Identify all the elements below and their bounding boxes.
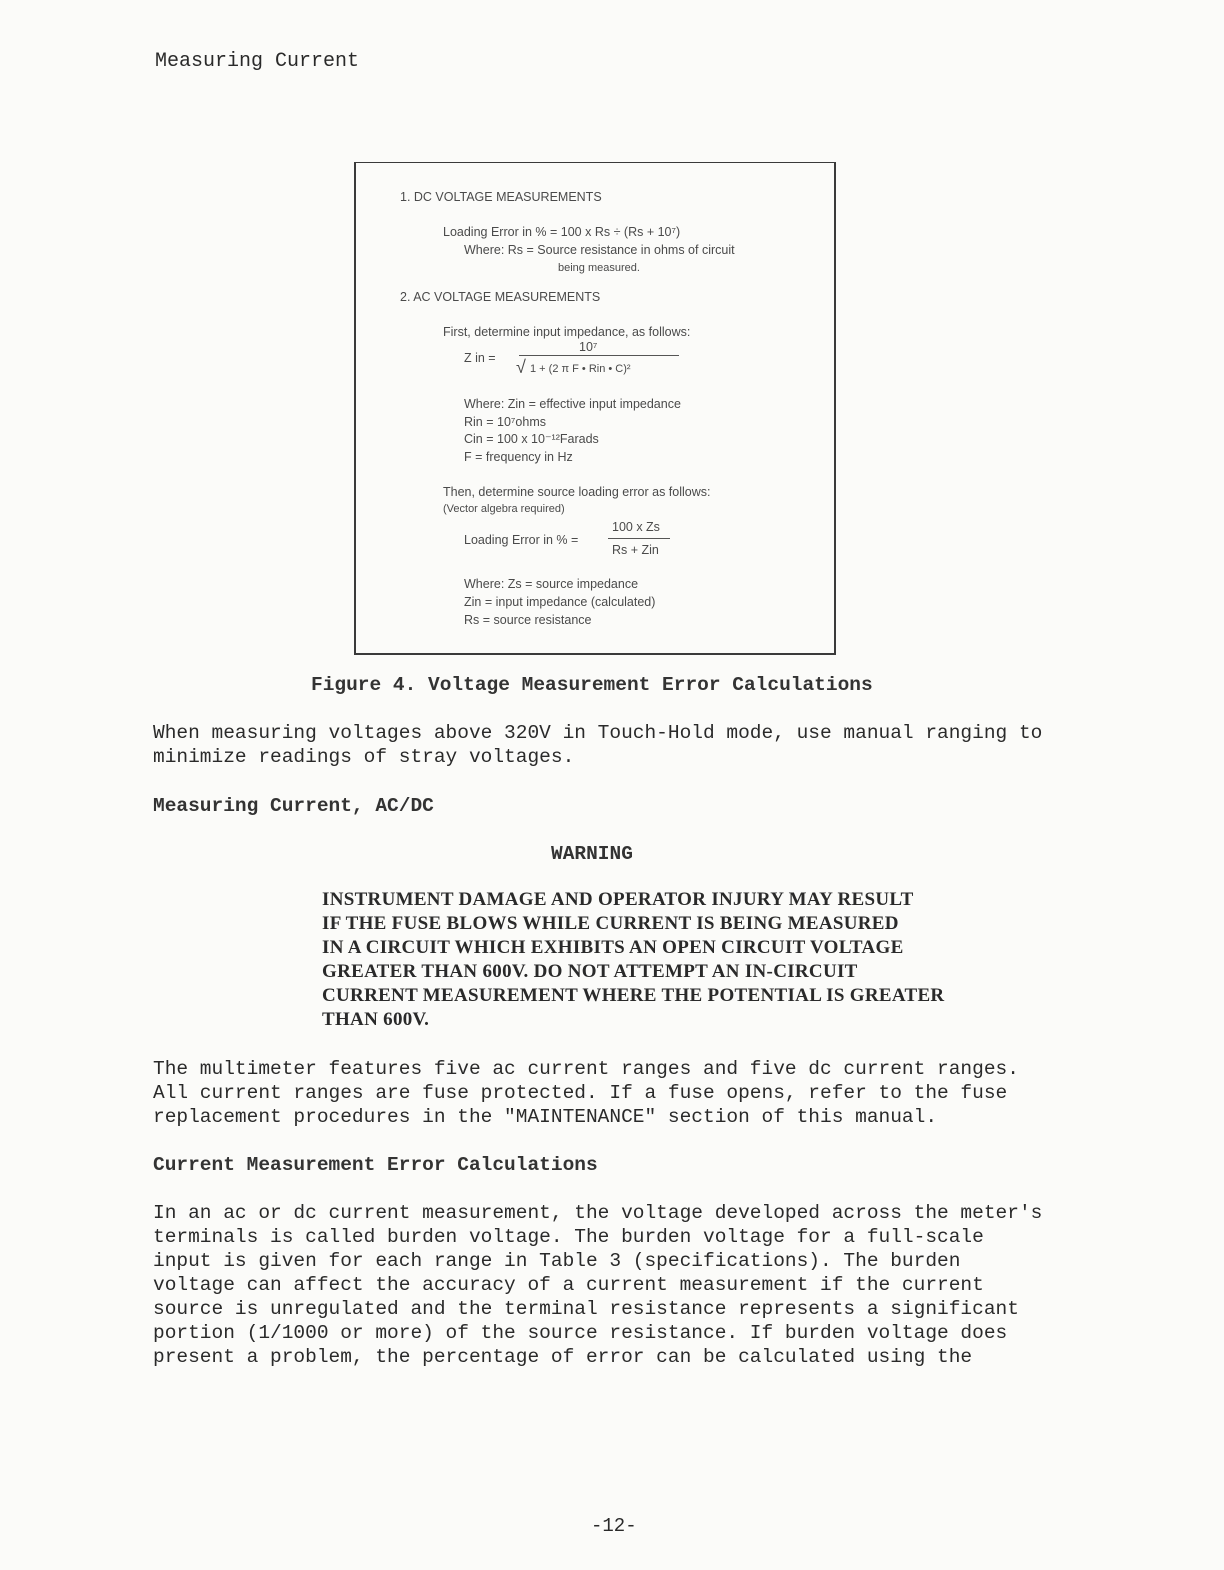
para3-line4: voltage can affect the accuracy of a current measurement if the current <box>153 1274 984 1296</box>
page-number: -12- <box>591 1515 637 1537</box>
zin-fraction-line <box>519 355 679 356</box>
warning-line-6: THAN 600V. <box>322 1009 430 1030</box>
loading-fraction-line <box>608 538 670 539</box>
warning-title: WARNING <box>551 843 633 865</box>
ac-def-2: Rin = 10⁷ohms <box>464 415 546 429</box>
para2-line1: The multimeter features five ac current ranges and five dc current ranges. <box>153 1058 1019 1080</box>
figure-box <box>354 162 836 655</box>
para3-line6: portion (1/1000 or more) of the source resistance. If burden voltage does <box>153 1322 1008 1344</box>
ac-intro: First, determine input impedance, as follows: <box>443 325 691 339</box>
warning-line-4: GREATER THAN 600V. DO NOT ATTEMPT AN IN-CIRCUIT <box>322 961 858 982</box>
zin-label: Z in = <box>464 351 496 365</box>
loading-label: Loading Error in % = <box>464 533 579 547</box>
dc-where-2: being measured. <box>558 262 640 274</box>
figure-caption: Figure 4. Voltage Measurement Error Calculations <box>311 674 873 696</box>
warning-line-2: IF THE FUSE BLOWS WHILE CURRENT IS BEING MEASURED <box>322 913 899 934</box>
loading-numerator: 100 x Zs <box>612 520 660 534</box>
dc-title: 1. DC VOLTAGE MEASUREMENTS <box>400 190 602 204</box>
warning-line-1: INSTRUMENT DAMAGE AND OPERATOR INJURY MAY RESULT <box>322 889 914 910</box>
zin-numerator: 10⁷ <box>579 340 598 354</box>
ac-title: 2. AC VOLTAGE MEASUREMENTS <box>400 290 601 304</box>
para2-line2: All current ranges are fuse protected. If a fuse opens, refer to the fuse <box>153 1082 1008 1104</box>
para3-line5: source is unregulated and the terminal resistance represents a significant <box>153 1298 1019 1320</box>
warning-line-5: CURRENT MEASUREMENT WHERE THE POTENTIAL IS GREATER <box>322 985 945 1006</box>
dc-where-1: Where: Rs = Source resistance in ohms of circuit <box>464 243 735 257</box>
vector-note: (Vector algebra required) <box>443 503 565 515</box>
para3-line7: present a problem, the percentage of error can be calculated using the <box>153 1346 973 1368</box>
sqrt-icon: √ <box>516 357 526 377</box>
ac-def-3: Cin = 100 x 10⁻¹²Farads <box>464 432 599 446</box>
para3-line3: input is given for each range in Table 3 (specifications). The burden <box>153 1250 961 1272</box>
section-heading-ac-dc: Measuring Current, AC/DC <box>153 795 434 817</box>
section-heading-error-calc: Current Measurement Error Calculations <box>153 1154 598 1176</box>
zin-denominator: 1 + (2 π F • Rin • C)² <box>530 363 631 375</box>
dc-formula: Loading Error in % = 100 x Rs ÷ (Rs + 10⁷) <box>443 225 681 239</box>
para3-line2: terminals is called burden voltage. The burden voltage for a full-scale <box>153 1226 984 1248</box>
para1-line2: minimize readings of stray voltages. <box>153 746 575 768</box>
ac-def2-1: Where: Zs = source impedance <box>464 577 639 591</box>
para3-line1: In an ac or dc current measurement, the voltage developed across the meter's <box>153 1202 1043 1224</box>
warning-line-3: IN A CIRCUIT WHICH EXHIBITS AN OPEN CIRCUIT VOLTAGE <box>322 937 904 958</box>
ac-def-1: Where: Zin = effective input impedance <box>464 397 681 411</box>
para2-line3: replacement procedures in the "MAINTENANCE" section of this manual. <box>153 1106 938 1128</box>
page-header: Measuring Current <box>155 50 360 73</box>
ac-def-4: F = frequency in Hz <box>464 450 573 464</box>
ac-def2-3: Rs = source resistance <box>464 613 592 627</box>
para1-line1: When measuring voltages above 320V in Touch-Hold mode, use manual ranging to <box>153 722 1043 744</box>
then-line: Then, determine source loading error as follows: <box>443 485 711 499</box>
ac-def2-2: Zin = input impedance (calculated) <box>464 595 656 609</box>
loading-denominator: Rs + Zin <box>612 543 659 557</box>
